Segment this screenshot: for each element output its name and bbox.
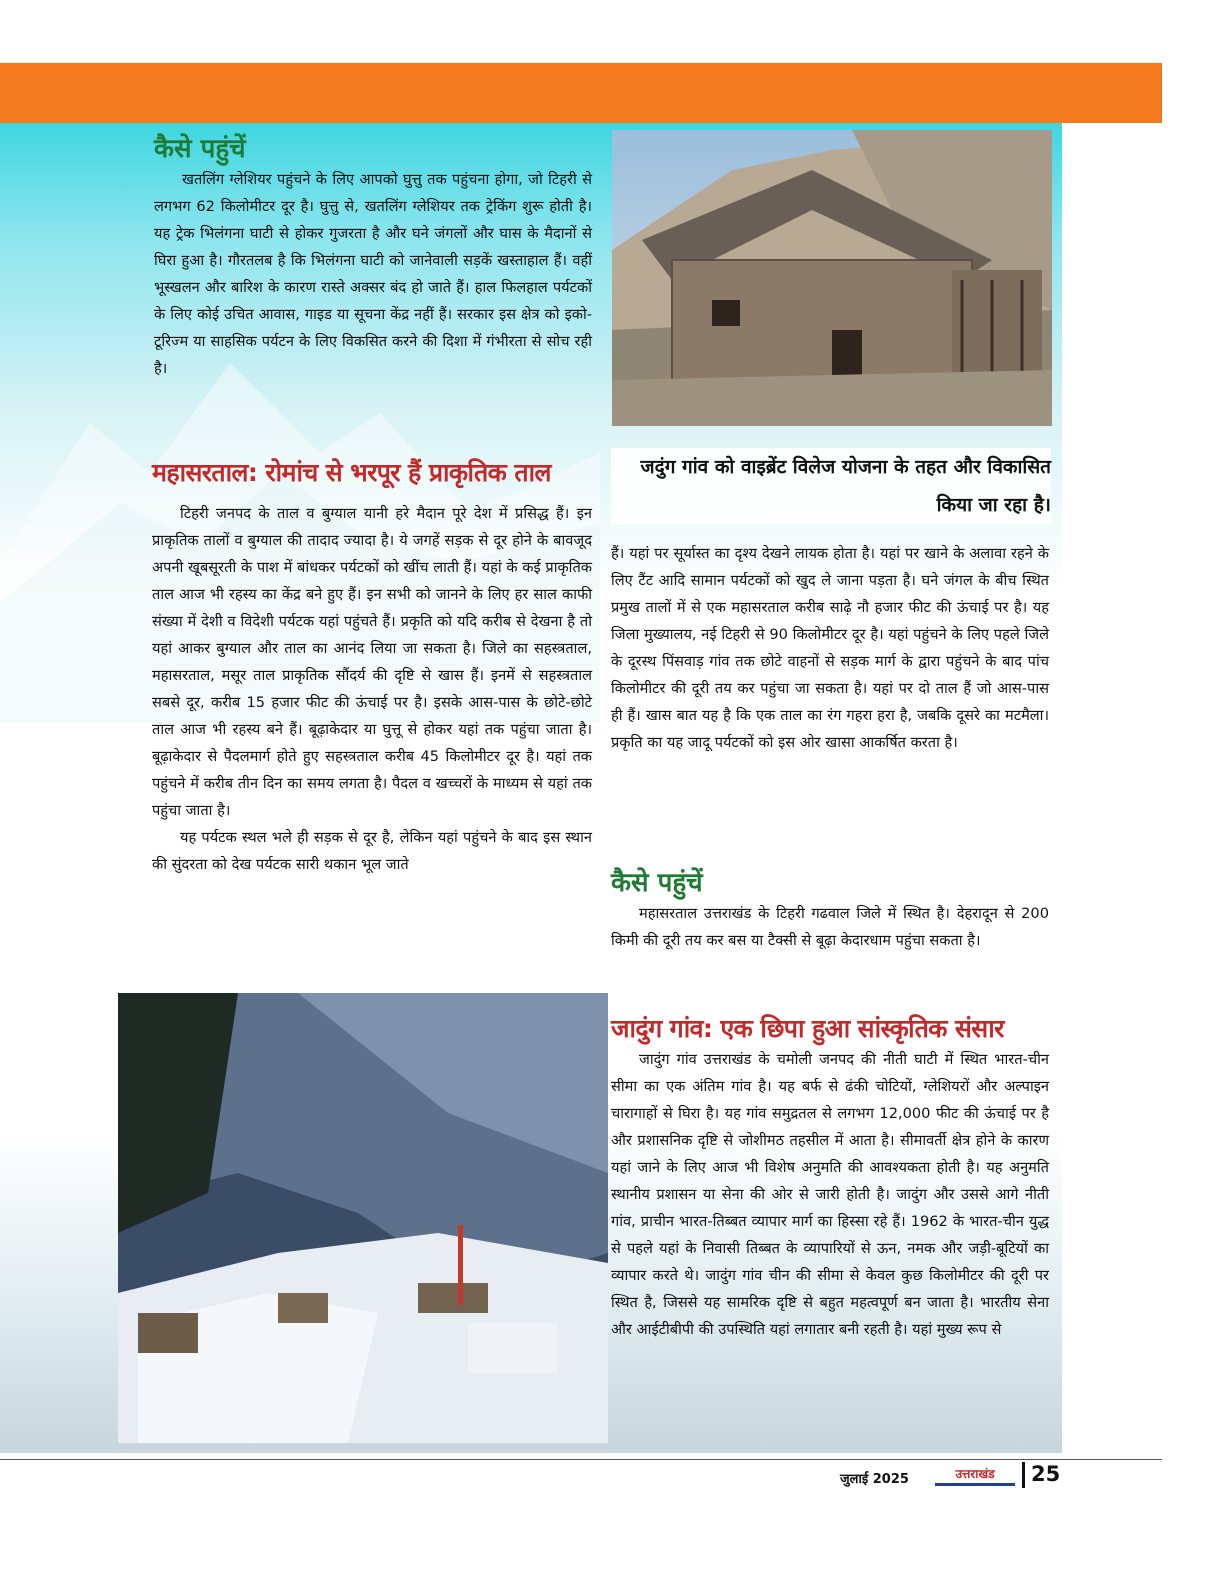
footer-separator bbox=[1022, 1462, 1025, 1488]
footer-rule bbox=[0, 1459, 1162, 1460]
how-to-reach-heading: कैसे पहुंचें bbox=[154, 134, 246, 164]
sunset-paragraph: हैं। यहां पर सूर्यास्त का दृश्य देखने लायक होता है। यहां पर खाने के अलावा रहने के लिए टैंट आदि सामान पर्यटकों को खुद ले जाना पड़ता है। घने जंगल के बीच स्थित प्रमुख तालों में से एक महासरताल करीब साढ़े नौ हजार फीट की ऊंचाई पर है। यह जिला मुख्यालय, नई टिहरी से 90 किलोमीटर दूर है। यहां पहुंचने के लिए पहले जिले के दूरस्थ पिंसवाड़ गांव तक छोटे वाहनों से सड़क मार्ग के द्वारा पहुंचने के बाद पांच किलोमीटर की दूरी तय कर पहुंचा जा सकता है। यहां पर दो ताल हैं जो आस-पास ही हैं। खास बात यह है कि एक ताल का रंग गहरा हरा है, जबकि दूसरे का मटमैला। प्रकृति का यह जादू पर्यटकों को इस ओर खासा आकर्षित करता है। bbox=[611, 545, 1049, 751]
right-section-jadung bbox=[611, 1012, 1049, 1343]
tourist-place-paragraph: यह पर्यटक स्थल भले ही सड़क से दूर है, लेकिन यहां पहुंचने के बाद इस स्थान की सुंदरता को देख पर्यटक सारी थकान भूल जाते bbox=[152, 829, 592, 873]
stone-house-photo bbox=[612, 130, 1052, 426]
jadung-paragraph: जादुंग गांव उत्तराखंड के चमोली जनपद की नीती घाटी में स्थित भारत-चीन सीमा का एक अंतिम गांव है। यह बर्फ से ढंकी चोटियों, ग्लेशियरों और अल्पाइन चारागाहों से घिरा है। यह गांव समुद्रतल से लगभग 12,000 फीट की ऊंचाई पर है और प्रशासनिक दृष्टि से जोशीमठ तहसील में आता है। सीमावर्ती क्षेत्र होने के कारण यहां जाने के लिए आज भी विशेष अनुमति की आवश्यकता होती है। यह अनुमति स्थानीय प्रशासन या सेना की ओर से जारी होती है। जादुंग और उससे आगे नीती गांव, प्राचीन भारत-तिब्बत व्यापार मार्ग का हिस्सा रहे हैं। 1962 के भारत-चीन युद्ध से पहले यहां के निवासी तिब्बत के व्यापारियों से ऊन, नमक और जड़ी-बूटियों का व्यापार करते थे। जादुंग गांव चीन की सीमा से केवल कुछ किलोमीटर की दूरी पर स्थित है, जिससे यह सामरिक दृष्टि से बहुत महत्वपूर्ण बन जाता है। भारतीय सेना और आईटीबीपी की उपस्थिति यहां लगातार बनी रहती है। यहां मुख्य रूप से bbox=[611, 1051, 1049, 1338]
right-section-continued bbox=[611, 540, 1049, 756]
jadung-heading: जादुंग गांव: एक छिपा हुआ सांस्कृतिक संसार bbox=[611, 1014, 1004, 1043]
issue-date: जुलाई 2025 bbox=[840, 1472, 909, 1487]
left-section-mahasartal bbox=[152, 456, 592, 878]
photo-caption: जदुंग गांव को वाइब्रेंट विलेज योजना के तहत और विकासित किया जा रहा है। bbox=[611, 448, 1051, 524]
khatling-paragraph: खतलिंग ग्लेशियर पहुंचने के लिए आपको घुत्तु तक पहुंचना होगा, जो टिहरी से लगभग 62 किलोमीटर दूर है। घुत्तु से, खतलिंग ग्लेशियर तक ट्रेकिंग शुरू होती है। यह ट्रेक भिलंगना घाटी से होकर गुजरता है और घने जंगलों और घास के मैदानों से घिरा हुआ है। गौरतलब है कि भिलंगना घाटी को जानेवाली सड़कें खस्ताहाल हैं। वहीं भूस्खलन और बारिश के कारण रास्ते अक्सर बंद हो जाते हैं। हाल फिलहाल पर्यटकों के लिए कोई उचित आवास, गाइड या सूचना केंद्र नहीं हैं। सरकार इस क्षेत्र को इको-टूरिज्म या साहसिक पर्यटन के लिए विकसित करने की दिशा में गंभीरता से सोच रही है। bbox=[154, 171, 592, 377]
mahasartal-heading: महासरताल: रोमांच से भरपूर हैं प्राकृतिक ताल bbox=[152, 458, 551, 487]
left-section-how-to-reach bbox=[154, 132, 592, 382]
mahasartal-location-paragraph: महासरताल उत्तराखंड के टिहरी गढवाल जिले में स्थित है। देहरादून से 200 किमी की दूरी तय कर बस या टैक्सी से बूढ़ा केदारधाम पहुंचा सकता है। bbox=[611, 905, 1049, 949]
magazine-logo: उत्तराखंड bbox=[935, 1466, 1015, 1486]
page-number: 25 bbox=[1031, 1462, 1061, 1486]
right-section-how-to-reach bbox=[611, 866, 1049, 954]
tehri-lakes-paragraph: टिहरी जनपद के ताल व बुग्याल यानी हरे मैदान पूरे देश में प्रसिद्ध हैं। इन प्राकृतिक तालों व बुग्याल की तादाद ज्यादा है। ये जगहें सड़क से दूर होने के बावजूद अपनी खूबसूरती के पाश में बांधकर पर्यटकों को खींच लाती हैं। यहां के कई प्राकृतिक ताल आज भी रहस्य का केंद्र बने हुए हैं। इन सभी को जानने के लिए हर साल काफी संख्या में देशी व विदेशी पर्यटक यहां पहुंचते हैं। प्रकृति को यदि करीब से देखना है तो यहां आकर बुग्याल और ताल का आनंद लिया जा सकता है। जिले का सहस्त्रताल, महासरताल, मसूर ताल प्राकृतिक सौंदर्य की दृष्टि से खास हैं। इनमें से सहस्त्रताल सबसे दूर, करीब 15 हजार फीट की ऊंचाई पर है। इसके आस-पास के छोटे-छोटे ताल आज भी रहस्य बने हैं। बूढ़ाकेदार या घुत्तू से होकर यहां तक पहुंचा जाता है। बूढ़ाकेदार से पैदलमार्ग होते हुए सहस्त्रताल करीब 45 किलोमीटर दूर है। यहां तक पहुंचने में करीब तीन दिन का समय लगता है। पैदल व खच्चरों के माध्यम से यहां तक पहुंचा जाता है। bbox=[152, 505, 592, 819]
header-band bbox=[0, 63, 1162, 123]
how-to-reach-heading-2: कैसे पहुंचें bbox=[611, 868, 703, 898]
snowy-village-photo bbox=[118, 993, 608, 1443]
